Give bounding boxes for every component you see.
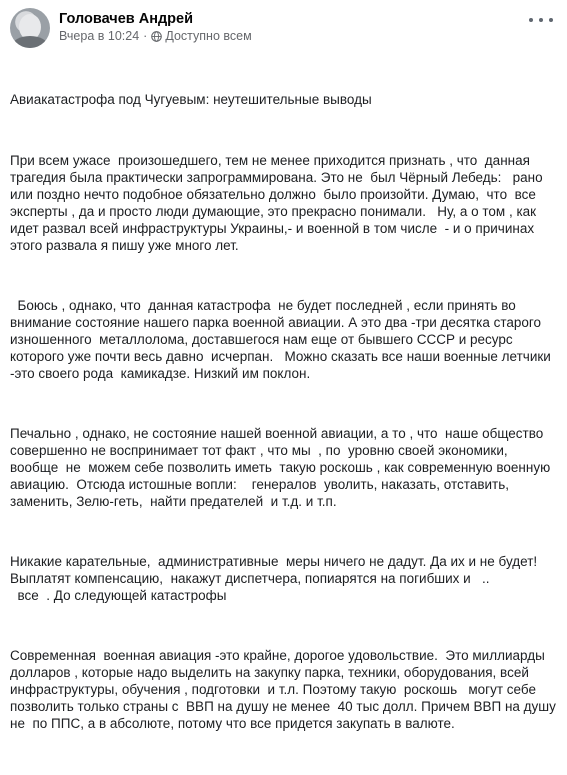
post-paragraph-1: При всем ужасе произошедшего, тем не менее приходится признать , что данная трагедия была практически запрограммирована. Это не был Чёрный Лебедь: рано или поздно нечто подобное обязательно должно было произойти. Думаю, что все эксперты , да и просто люди думающие, это прекрасно понимали. Ну, а о том , как идет развал всей инфраструктуры Украины,- и военной в том числе - и о причинах этого развала я пишу уже много лет. (10, 153, 543, 253)
author-name[interactable]: Головачев Андрей (59, 11, 193, 27)
more-dot-2 (539, 18, 543, 22)
post-meta (59, 8, 252, 45)
post-paragraph-3: Печально , однако, не состояние нашей военной авиации, а то , что наше общество совершенно не воспринимает тот факт , что мы , по уровню своей экономики, вообще не можем себе позволить иметь такую роскошь , как современную военную авиацию. Отсюда истошные вопли: генералов уволить, наказать, отставить, заменить, Зелю-геть, найти предателей и т.д. и т.п. (10, 426, 551, 509)
more-dot-1 (529, 18, 533, 22)
post-body (10, 57, 557, 775)
visibility-label: Доступно всем (165, 29, 252, 43)
avatar[interactable] (10, 8, 50, 48)
post-header (10, 8, 557, 48)
post-paragraph-2: Боюсь , однако, что данная катастрофа не будет последней , если принять во внимание состояние нашего парка военной авиации. А это два -три десятка старого изношенного металлолома, доставшегося нам еще от бывшего СССР и ресурс которого уже почти весь давно исчерпан. Можно сказать все наши военные летчики -это своего рода камикадзе. Низкий им поклон. (10, 298, 551, 381)
post-time[interactable]: Вчера в 10:24 (59, 29, 140, 43)
more-options-icon[interactable] (529, 12, 553, 28)
post-subline (59, 28, 252, 45)
post-paragraph-5: Современная военная авиация -это крайне, дорогое удовольствие. Это миллиарды долларов , которые надо выделить на закупку парка, техники, оборудования, всей инфраструктуры, обучения , подготовки и т.л. Поэтому такую роскошь могут себе позволить только страны с ВВП на душу не менее 40 тыс долл. Причем ВВП на душу не по ППС, а в абсолюте, потому что все придется закупать в валюте. (10, 648, 556, 731)
globe-icon (151, 31, 162, 42)
avatar-body (12, 36, 48, 48)
post-title: Авиакатастрофа под Чугуевым: неутешительные выводы (10, 92, 372, 107)
more-dot-3 (549, 18, 553, 22)
post-paragraph-4: Никакие карательные, административные меры ничего не дадут. Да их и не будет! Выплатят компенсацию, накажут диспетчера, попиарятся на погибших и .. все . До следующей катастрофы (10, 554, 538, 603)
separator-dot: · (143, 29, 148, 43)
